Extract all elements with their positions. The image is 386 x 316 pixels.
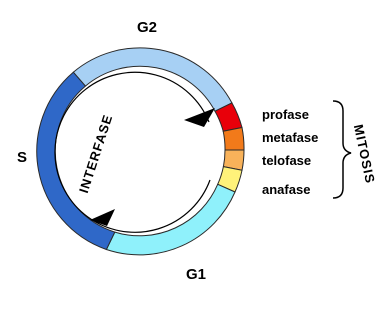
phase-label-g2: G2 — [136, 19, 158, 36]
phase-label-g1: G1 — [185, 266, 207, 283]
ring-segment-metafase — [223, 128, 244, 151]
mitosis-stage-profase: profase — [262, 107, 309, 122]
interphase-arrowhead-top — [184, 108, 215, 127]
mitosis-stage-telofase: telofase — [262, 153, 312, 168]
phase-label-s: S — [16, 149, 28, 166]
interphase-label: INTERFASE — [75, 112, 116, 195]
mitosis-label: MITOSIS — [350, 123, 378, 186]
interphase-arrow-line — [55, 72, 210, 232]
ring-segment-g2 — [73, 48, 232, 111]
mitosis-stage-metafase: metafase — [262, 130, 319, 145]
mitosis-stage-anafase: anafase — [262, 182, 311, 197]
mitosis-brace — [333, 101, 351, 198]
ring-segment-g1 — [106, 184, 235, 255]
